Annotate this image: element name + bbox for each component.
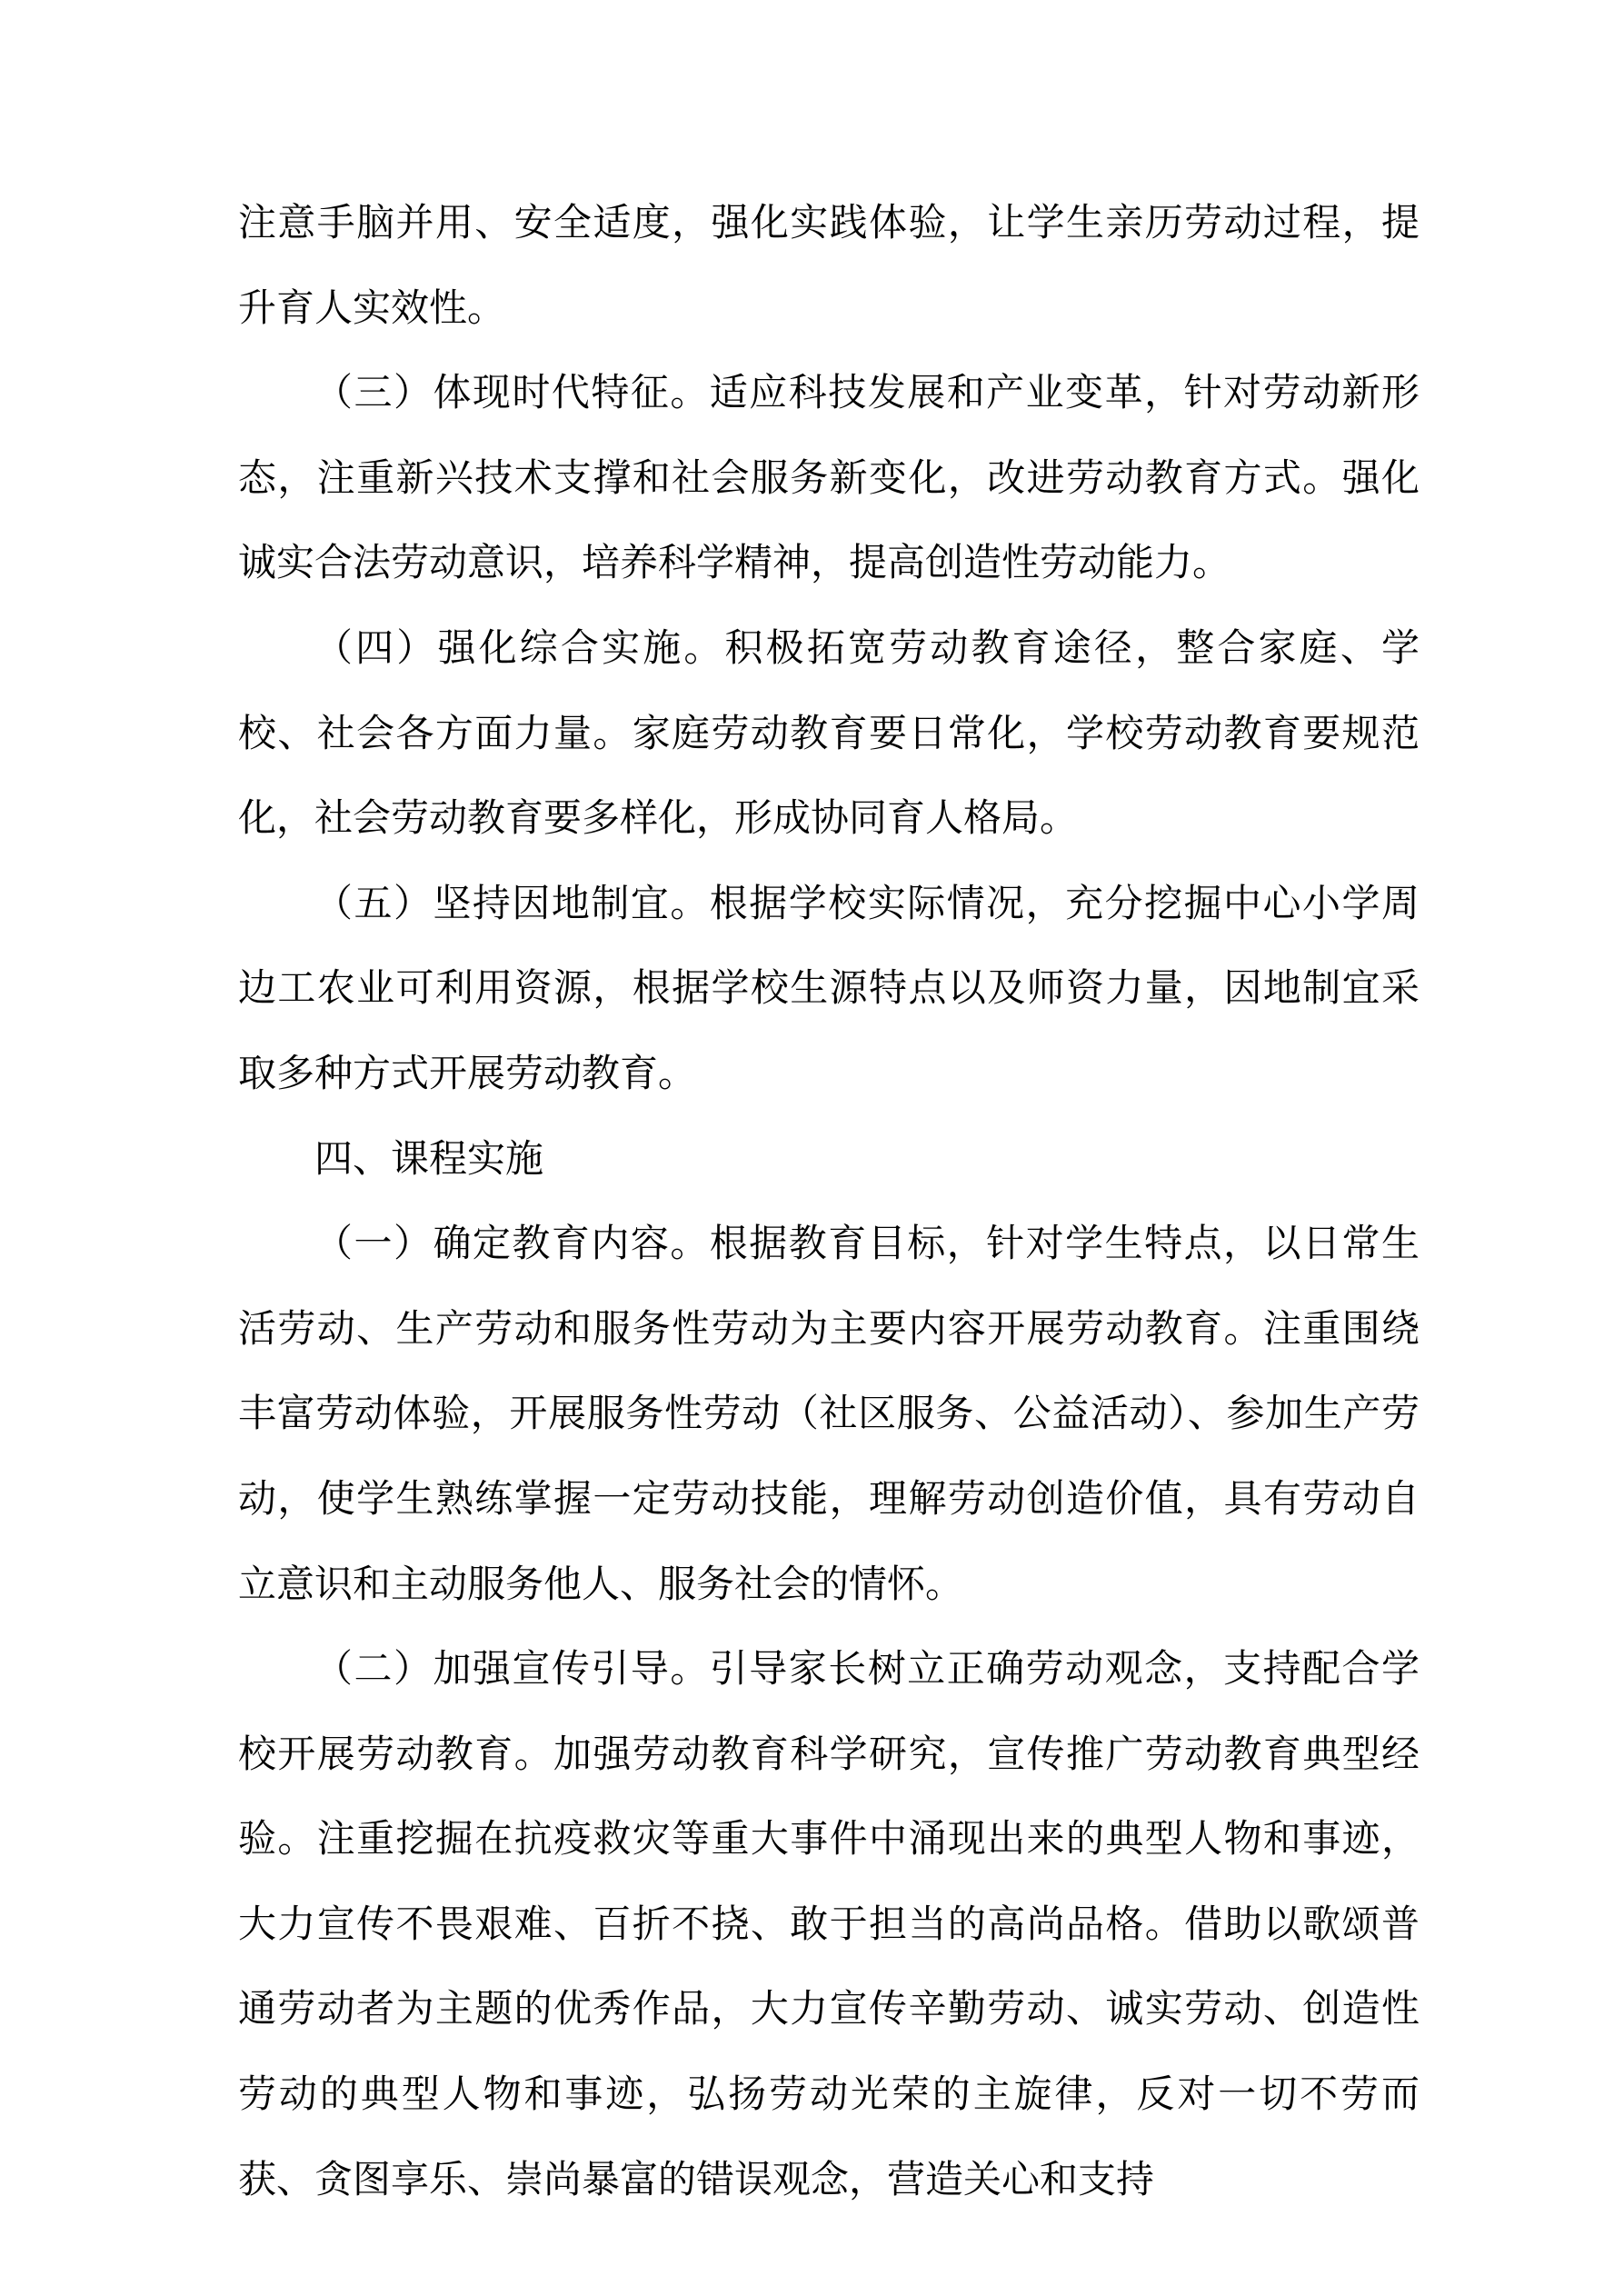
paragraph-subsection-2: （二）加强宣传引导。引导家长树立正确劳动观念，支持配合学校开展劳动教育。加强劳动教育科学研究，宣传推广劳动教育典型经验。注重挖掘在抗疫救灾等重大事件中涌现出来的典型人物和事迹，大力宣传不畏艰难、百折不挠、敢于担当的高尚品格。借助以歌颂普通劳动者为主题的优秀作品，大力宣传辛勤劳动、诚实劳动、创造性劳动的典型人物和事迹，弘扬劳动光荣的主旋律，反对一切不劳而获、贪图享乐、崇尚暴富的错误观念，营造关心和支持 (238, 1646, 1420, 2201)
paragraph-section-4: （四）强化综合实施。积极拓宽劳动教育途径，整合家庭、学校、社会各方面力量。家庭劳动教育要日常化，学校劳动教育要规范化，社会劳动教育要多样化，形成协同育人格局。 (238, 624, 1420, 841)
section-heading-course-implementation: 四、课程实施 (314, 1135, 544, 1181)
paragraph-subsection-1: （一）确定教育内容。根据教育目标，针对学生特点，以日常生活劳动、生产劳动和服务性劳动为主要内容开展劳动教育。注重围绕丰富劳动体验，开展服务性劳动（社区服务、公益活动）、参加生产劳动，使学生熟练掌握一定劳动技能，理解劳动创造价值，具有劳动自立意识和主动服务他人、服务社会的情怀。 (238, 1221, 1420, 1606)
paragraph-section-5: （五）坚持因地制宜。根据学校实际情况，充分挖掘中心小学周边工农业可利用资源，根据学校生源特点以及师资力量，因地制宜采取多种方式开展劳动教育。 (238, 880, 1420, 1095)
document-body (238, 180, 1420, 2221)
paragraph-section-3: （三）体现时代特征。适应科技发展和产业变革，针对劳动新形态，注重新兴技术支撑和社会服务新变化，改进劳动教育方式。强化诚实合法劳动意识，培养科学精神，提高创造性劳动能力。 (238, 370, 1420, 585)
paragraph-continuation: 注意手脑并用、安全适度，强化实践体验，让学生亲历劳动过程，提升育人实效性。 (238, 200, 1420, 330)
